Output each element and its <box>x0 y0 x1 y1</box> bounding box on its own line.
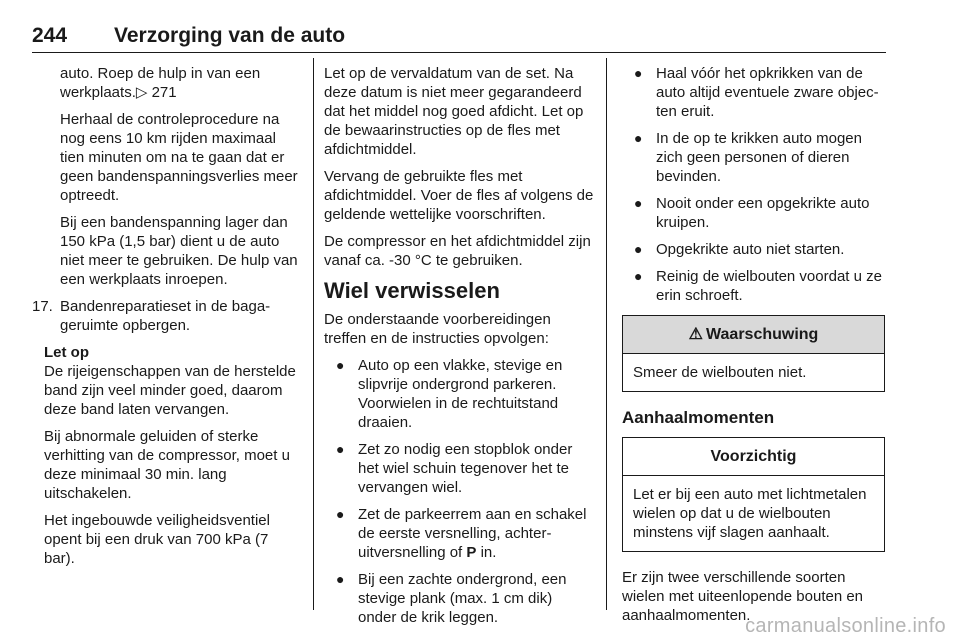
bullet-icon: ● <box>634 268 643 284</box>
caution-title: Voorzichtig <box>710 448 797 465</box>
paragraph: Bij een bandenspanning lager dan 150 kPa (1,5 bar) dient u de auto niet meer te gebruiken. De hulp van een werkplaats inroepen. <box>60 214 298 288</box>
list-item: ● Zet zo nodig een stopblok onder het wiel schuin tegenover het te vervangen wiel. <box>336 441 573 496</box>
list-item: ● Bij een zachte ondergrond, een stevige plank (max. 1 cm dik) onder de krik leggen. <box>336 571 567 626</box>
bullet-icon: ● <box>634 130 643 146</box>
bullet-icon: ● <box>634 65 643 81</box>
paragraph: auto. Roep de hulp in van een werkplaats.▷ 271 <box>60 65 261 101</box>
warning-box <box>622 315 885 392</box>
list-item: ● Haal vóór het opkrikken van de auto altijd eventuele zware objecten eruit. <box>634 65 879 120</box>
column-3 <box>622 64 885 633</box>
bullet-icon: ● <box>336 571 345 587</box>
caution-text: Let er bij een auto met lichtmetalen wielen op dat u de wielbouten minstens vijf slagen aanhaalt. <box>633 486 867 541</box>
paragraph: Vervang de gebruikte fles met afdichtmiddel. Voer de fles af volgens de geldende wettelijke voorschriften. <box>324 168 594 223</box>
bullet-list <box>324 356 594 627</box>
page-reference-link[interactable]: ▷ 271 <box>135 84 177 101</box>
caution-box <box>622 437 885 552</box>
warning-header <box>623 316 884 354</box>
step-text: Bandenreparatieset in de bagageruimte opbergen. <box>60 298 271 334</box>
list-item: ● Nooit onder een opgekrikte auto kruipen. <box>634 195 870 231</box>
list-item: ● In de op te krikken auto mogen zich geen personen of dieren bevinden. <box>634 130 862 185</box>
subsection-title: Aanhaalmomenten <box>622 408 775 427</box>
note-title: Let op <box>44 344 89 361</box>
paragraph: Herhaal de controleprocedure na nog eens 10 km rijden maximaal tien minuten om na te gaan dat er geen bandenspanningsverlies meer optreedt. <box>60 111 298 204</box>
note-paragraph: Het ingebouwde veiligheidsventiel opent bij een druk van 700 kPa (7 bar). <box>44 512 270 567</box>
intro-paragraph: De onderstaande voorbereidingen treffen en de instructies opvolgen: <box>324 311 551 347</box>
gear-p-label: P <box>466 544 477 561</box>
note-paragraph: De rijeigenschappen van de herstelde band zijn veel minder goed, daarom deze band laten vervangen. <box>44 363 296 418</box>
step-number: 17. <box>32 298 53 315</box>
bullet-icon: ● <box>336 357 345 373</box>
warning-text: Smeer de wielbouten niet. <box>633 364 807 381</box>
watermark: carmanualsonline.info <box>745 615 946 637</box>
chapter-title: Verzorging van de auto <box>114 24 346 47</box>
column-2 <box>324 64 594 635</box>
paragraph: Let op de vervaldatum van de set. Na deze datum is niet meer gegarandeerd dat het middel nog goed afdicht. Let op de bewaarinstructies op de fles met afdichtmiddel. <box>324 65 584 158</box>
page-number: 244 <box>32 24 68 47</box>
bullet-icon: ● <box>336 441 345 457</box>
note-block <box>32 343 302 568</box>
warning-title: Waarschuwing <box>706 326 819 343</box>
list-item: ● Zet de parkeerrem aan en schakel de eerste versnelling, achteruitversnelling of P in. <box>336 506 587 561</box>
column-1 <box>32 64 302 576</box>
page-header <box>32 22 886 53</box>
column-divider-2 <box>606 58 607 610</box>
caution-header <box>623 438 884 476</box>
bullet-icon: ● <box>336 506 345 522</box>
note-paragraph: Bij abnormale geluiden of sterke verhitting van de compressor, moet u deze minimaal 30 min. lang uitschakelen. <box>44 428 290 502</box>
column-divider-1 <box>313 58 314 610</box>
bullet-icon: ● <box>634 241 643 257</box>
paragraph: De compressor en het afdichtmiddel zijn vanaf ca. -30 °C te gebruiken. <box>324 233 591 269</box>
warning-triangle-icon: ⚠ <box>688 326 704 343</box>
bullet-list <box>622 64 885 305</box>
section-title: Wiel verwisselen <box>324 278 500 303</box>
list-item: ● Opgekrikte auto niet starten. <box>634 241 845 258</box>
numbered-step-17 <box>32 297 302 335</box>
list-item: ● Auto op een vlakke, stevige en slipvrije ondergrond parkeren. Voorwielen in de rechtuitstand draaien. <box>336 357 563 431</box>
bullet-icon: ● <box>634 195 643 211</box>
list-item: ● Reinig de wielbouten voordat u ze erin schroeft. <box>634 268 882 304</box>
closing-paragraph: Er zijn twee verschillende soorten wielen met uiteenlopende bouten en aanhaalmomenten. <box>622 569 864 624</box>
